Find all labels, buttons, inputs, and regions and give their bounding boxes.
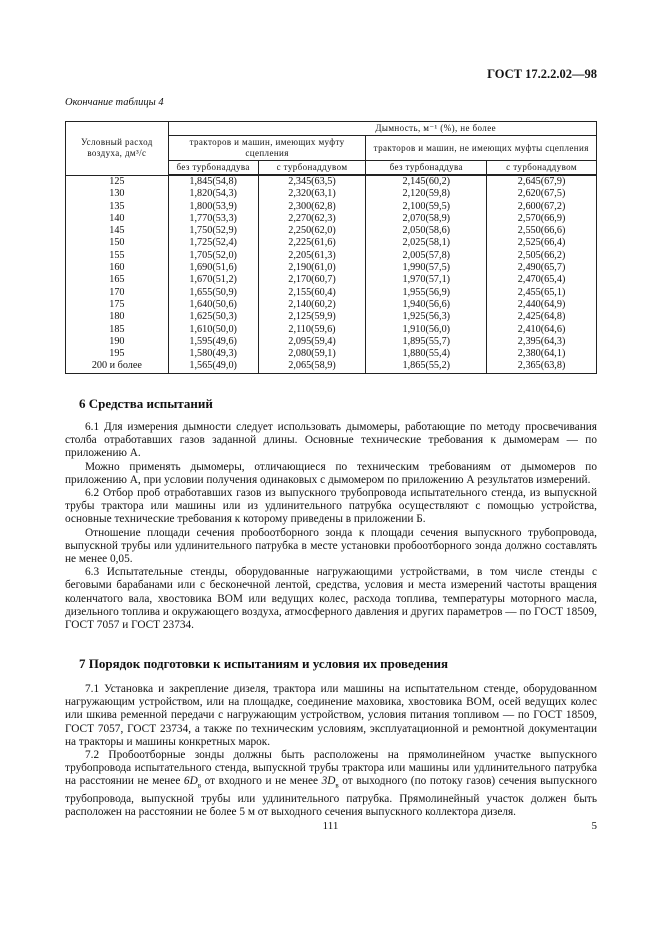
smoke-value-cell: 2,525(66,4) [487, 237, 597, 249]
smoke-value-cell: 2,225(61,6) [258, 237, 366, 249]
smoke-value-cell: 2,395(64,3) [487, 336, 597, 348]
airflow-cell: 145 [66, 225, 169, 237]
smoke-value-cell: 2,070(58,9) [366, 213, 487, 225]
smoke-value-cell: 1,940(56,6) [366, 299, 487, 311]
airflow-cell: 140 [66, 213, 169, 225]
table-row [66, 274, 597, 286]
smoke-value-cell: 2,365(63,8) [487, 360, 597, 373]
header-no-turbo: без турбонаддува [168, 161, 258, 176]
smoke-value-cell: 2,380(64,1) [487, 348, 597, 360]
side-page-number: 5 [591, 820, 597, 832]
smoke-value-cell: 1,580(49,3) [168, 348, 258, 360]
smoke-value-cell: 2,570(66,9) [487, 213, 597, 225]
text: от выходного (по потоку газов) сечения выпускного трубопровода, выпускной трубы или удлинительного патрубка. Прямолинейный участок должен быть расположен на расстоянии не более 5 м от выходного сечения выпускного коллектора дизеля. [65, 775, 598, 819]
airflow-cell: 130 [66, 188, 169, 200]
table-row [66, 250, 597, 262]
section-6-body [65, 421, 597, 632]
smoke-value-cell: 2,170(60,7) [258, 274, 366, 286]
smoke-value-cell: 1,750(52,9) [168, 225, 258, 237]
smoke-value-cell: 1,880(55,4) [366, 348, 487, 360]
airflow-cell: 180 [66, 311, 169, 323]
paragraph: 6.2 Отбор проб отработавших газов из выпускного трубопровода испытательного стенда, из выпускной трубы трактора или машины или из удлинительного патрубка осуществляют с помощью устройства, основные технические требования к которому приведены в приложении Б. [65, 487, 597, 526]
smoke-value-cell: 2,440(64,9) [487, 299, 597, 311]
smoke-value-cell: 1,865(55,2) [366, 360, 487, 373]
smoke-value-cell: 1,655(50,9) [168, 287, 258, 299]
smoke-value-cell: 1,595(49,6) [168, 336, 258, 348]
smoke-value-cell: 2,050(58,6) [366, 225, 487, 237]
smoke-value-cell: 2,320(63,1) [258, 188, 366, 200]
header-airflow: Условный расход воздуха, дм³/с [66, 122, 169, 176]
smoke-value-cell: 1,800(53,9) [168, 201, 258, 213]
table-row [66, 213, 597, 225]
smoke-value-cell: 1,670(51,2) [168, 274, 258, 286]
smoke-value-cell: 1,770(53,3) [168, 213, 258, 225]
text: от входного и не менее [201, 775, 322, 788]
header-with-clutch: тракторов и машин, имеющих муфту сцепления [168, 136, 366, 161]
smoke-value-cell: 1,895(55,7) [366, 336, 487, 348]
smoke-value-cell: 2,080(59,1) [258, 348, 366, 360]
table-row [66, 324, 597, 336]
smoke-value-cell: 2,190(61,0) [258, 262, 366, 274]
text: 7.2 Пробоотборные зонды должны быть расположены на прямолинейном участке выпускного трубопровода испытательного стенда, выпускной трубы трактора или машины или удлинительного патрубка на расстоянии не менее [65, 749, 597, 788]
smoke-value-cell: 1,845(54,8) [168, 175, 258, 188]
smoke-value-cell: 2,470(65,4) [487, 274, 597, 286]
airflow-cell: 125 [66, 175, 169, 188]
smoke-value-cell: 1,970(57,1) [366, 274, 487, 286]
standard-header: ГОСТ 17.2.2.02—98 [487, 67, 597, 81]
header-no-turbo: без турбонаддува [366, 161, 487, 176]
smoke-value-cell: 2,490(65,7) [487, 262, 597, 274]
smoke-value-cell: 2,145(60,2) [366, 175, 487, 188]
smoke-value-cell: 2,600(67,2) [487, 201, 597, 213]
formula: 6D [183, 775, 198, 788]
airflow-cell: 175 [66, 299, 169, 311]
smoke-value-cell: 2,065(58,9) [258, 360, 366, 373]
smoke-value-cell: 2,005(57,8) [366, 250, 487, 262]
smoke-value-cell: 2,550(66,6) [487, 225, 597, 237]
table-caption: Окончание таблицы 4 [65, 97, 164, 108]
table-row [66, 237, 597, 249]
table-row [66, 348, 597, 360]
table-row [66, 360, 597, 373]
paragraph: 6.1 Для измерения дымности следует использовать дымомеры, работающие по методу просвечивания столба отработавших газов заданной длины. Основные технические требования к дымомерам — по приложению А. [65, 421, 597, 460]
smoke-value-cell: 2,270(62,3) [258, 213, 366, 225]
smoke-value-cell: 2,620(67,5) [487, 188, 597, 200]
section-7-body [65, 683, 597, 819]
smoke-value-cell: 2,205(61,3) [258, 250, 366, 262]
airflow-cell: 185 [66, 324, 169, 336]
smoke-value-cell: 2,455(65,1) [487, 287, 597, 299]
table-row [66, 299, 597, 311]
airflow-cell: 195 [66, 348, 169, 360]
smoke-value-cell: 2,140(60,2) [258, 299, 366, 311]
header-turbo: с турбонаддувом [258, 161, 366, 176]
paragraph: 6.3 Испытательные стенды, оборудованные нагружающими устройствами, в том числе стенды с беговыми барабанами или с бесконечной лентой, средства, условия и места измерений частоты вращения коленчатого вала, хвостовика ВОМ или ведущих колес, расхода топлива, температуры моторного масла, дизельного топлива и окружающего воздуха, атмосферного давления и других параметров — по ГОСТ 18509, ГОСТ 7057 и ГОСТ 23734. [65, 566, 597, 632]
airflow-cell: 200 и более [66, 360, 169, 373]
table-row [66, 287, 597, 299]
airflow-cell: 150 [66, 237, 169, 249]
subscript: в [197, 781, 202, 790]
smoke-value-cell: 2,410(64,6) [487, 324, 597, 336]
smoke-value-cell: 2,110(59,6) [258, 324, 366, 336]
paragraph: 7.1 Установка и закрепление дизеля, трактора или машины на испытательном стенде, оборудованном нагружающим устройством, или на площадке, соединение маховика, хвостовика ВОМ, осей ведущих колес или шкива ременной передачи с нагружающим устройством, условия питания топливом — по ГОСТ 18509, ГОСТ 7057, ГОСТ 23734, а также по техническим условиям, эксплуатационной и ремонтной документации на тракторы и машины конкретных марок. [65, 683, 597, 748]
table-row [66, 201, 597, 213]
section-7-title: 7 Порядок подготовки к испытаниям и условия их проведения [79, 656, 448, 671]
table-row [66, 262, 597, 274]
smoke-value-cell: 2,095(59,4) [258, 336, 366, 348]
smoke-value-cell: 1,690(51,6) [168, 262, 258, 274]
page-number: 111 [322, 820, 339, 832]
subscript: в [335, 781, 339, 790]
smoke-value-cell: 1,955(56,9) [366, 287, 487, 299]
smoke-value-cell: 2,300(62,8) [258, 201, 366, 213]
smoke-value-cell: 1,910(56,0) [366, 324, 487, 336]
smoke-table [65, 121, 597, 374]
header-turbo: с турбонаддувом [487, 161, 597, 176]
formula: 3D [321, 775, 336, 788]
smoke-value-cell: 1,925(56,3) [366, 311, 487, 323]
airflow-cell: 135 [66, 201, 169, 213]
smoke-value-cell: 1,640(50,6) [168, 299, 258, 311]
section-6-title: 6 Средства испытаний [79, 396, 213, 411]
smoke-value-cell: 1,820(54,3) [168, 188, 258, 200]
table-row [66, 175, 597, 188]
smoke-value-cell: 2,120(59,8) [366, 188, 487, 200]
header-without-clutch: тракторов и машин, не имеющих муфты сцепления [366, 136, 597, 161]
airflow-cell: 190 [66, 336, 169, 348]
airflow-cell: 160 [66, 262, 169, 274]
smoke-value-cell: 2,025(58,1) [366, 237, 487, 249]
smoke-value-cell: 2,250(62,0) [258, 225, 366, 237]
smoke-value-cell: 1,705(52,0) [168, 250, 258, 262]
table-row [66, 188, 597, 200]
paragraph: Отношение площади сечения пробоотборного зонда к площади сечения выпускного трубопровода, выпускной трубы или удлинительного патрубка в месте установки пробоотборного зонда должно составлять не менее 0,05. [65, 526, 597, 566]
airflow-cell: 165 [66, 274, 169, 286]
smoke-value-cell: 1,610(50,0) [168, 324, 258, 336]
smoke-value-cell: 2,100(59,5) [366, 201, 487, 213]
header-smoke: Дымность, м⁻¹ (%), не более [168, 122, 596, 136]
paragraph [65, 749, 597, 819]
airflow-cell: 170 [66, 287, 169, 299]
table-row [66, 311, 597, 323]
smoke-value-cell: 2,155(60,4) [258, 287, 366, 299]
table-row [66, 225, 597, 237]
smoke-value-cell: 2,645(67,9) [487, 175, 597, 188]
smoke-value-cell: 1,625(50,3) [168, 311, 258, 323]
smoke-value-cell: 2,345(63,5) [258, 175, 366, 188]
smoke-value-cell: 2,425(64,8) [487, 311, 597, 323]
smoke-value-cell: 1,990(57,5) [366, 262, 487, 274]
smoke-value-cell: 2,125(59,9) [258, 311, 366, 323]
airflow-cell: 155 [66, 250, 169, 262]
table-row [66, 336, 597, 348]
smoke-value-cell: 2,505(66,2) [487, 250, 597, 262]
paragraph: Можно применять дымомеры, отличающиеся по техническим требованиям от дымомеров по приложению А, при условии получения одинаковых с дымомером по приложению А результатов измерений. [65, 460, 597, 486]
smoke-value-cell: 1,725(52,4) [168, 237, 258, 249]
smoke-value-cell: 1,565(49,0) [168, 360, 258, 373]
